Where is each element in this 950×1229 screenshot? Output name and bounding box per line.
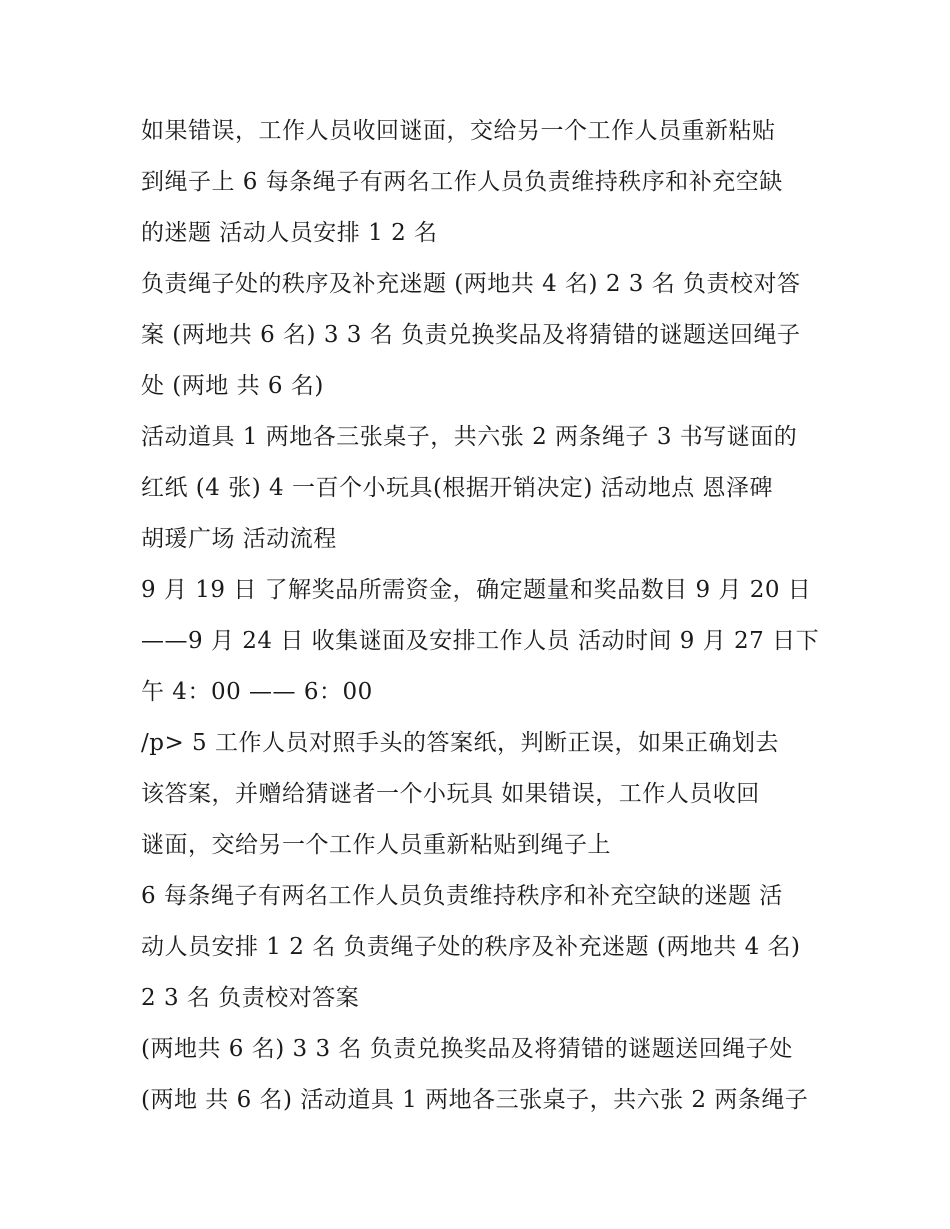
text-line: 的迷题 活动人员安排 1 2 名 bbox=[141, 220, 438, 246]
text-line: 到绳子上 6 每条绳子有两名工作人员负责维持秩序和补充空缺 bbox=[141, 169, 783, 195]
text-line: 红纸 (4 张) 4 一百个小玩具(根据开销决定) 活动地点 恩泽碑 bbox=[141, 475, 774, 501]
text-line: (两地共 6 名) 3 3 名 负责兑换奖品及将猜错的谜题送回绳子处 bbox=[141, 1036, 793, 1062]
text-line: 处 (两地 共 6 名) bbox=[141, 373, 324, 399]
text-line: (两地 共 6 名) 活动道具 1 两地各三张桌子，共六张 2 两条绳子 bbox=[141, 1087, 809, 1113]
text-line: 案 (两地共 6 名) 3 3 名 负责兑换奖品及将猜错的谜题送回绳子 bbox=[141, 322, 801, 348]
text-line: 负责绳子处的秩序及补充迷题 (两地共 4 名) 2 3 名 负责校对答 bbox=[141, 271, 801, 297]
text-line: ——9 月 24 日 收集谜面及安排工作人员 活动时间 9 月 27 日下 bbox=[141, 628, 820, 654]
text-line: 谜面，交给另一个工作人员重新粘贴到绳子上 bbox=[141, 832, 611, 858]
document-body bbox=[141, 106, 821, 1126]
text-line: 动人员安排 1 2 名 负责绳子处的秩序及补充迷题 (两地共 4 名) bbox=[141, 934, 801, 960]
text-line: 9 月 19 日 了解奖品所需资金，确定题量和奖品数目 9 月 20 日 bbox=[141, 577, 812, 603]
text-line: 活动道具 1 两地各三张桌子，共六张 2 两条绳子 3 书写谜面的 bbox=[141, 424, 798, 450]
text-line: 胡瑗广场 活动流程 bbox=[141, 526, 337, 552]
text-line: 如果错误，工作人员收回谜面，交给另一个工作人员重新粘贴 bbox=[141, 118, 776, 144]
text-line: /p> 5 工作人员对照手头的答案纸，判断正误，如果正确划去 bbox=[141, 730, 779, 756]
text-line: 午 4：00 —— 6：00 bbox=[141, 679, 373, 705]
text-line: 2 3 名 负责校对答案 bbox=[141, 985, 360, 1011]
text-line: 6 每条绳子有两名工作人员负责维持秩序和补充空缺的迷题 活 bbox=[141, 883, 783, 909]
text-line: 该答案，并赠给猜谜者一个小玩具 如果错误，工作人员收回 bbox=[141, 781, 760, 807]
